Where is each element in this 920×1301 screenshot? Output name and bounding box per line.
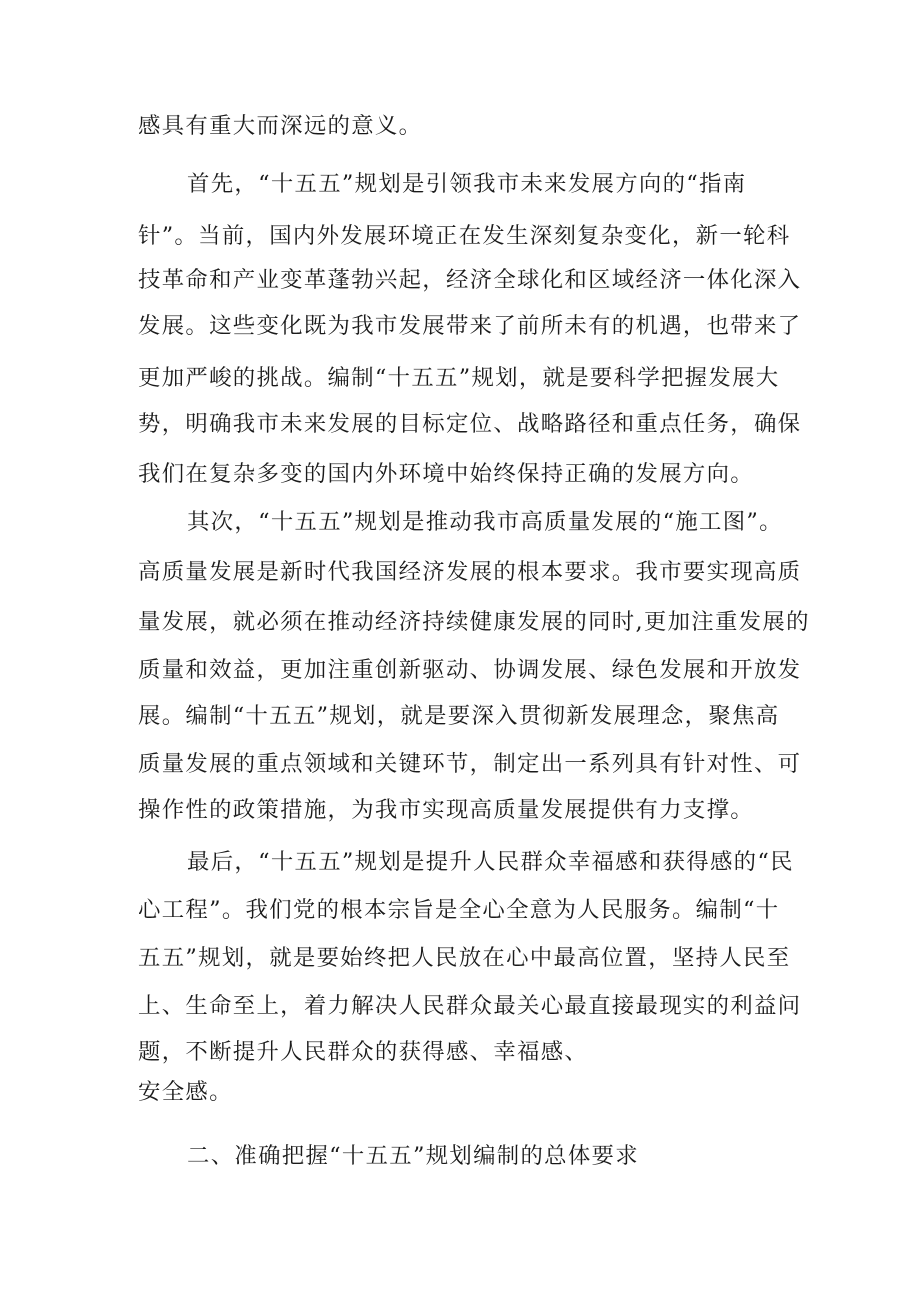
section-heading: 二、准确把握“十五五”规划编制的总体要求	[187, 1143, 639, 1169]
text-line: 质量发展的重点领域和关键环节，制定出一系列具有针对性、可	[138, 751, 802, 777]
text-line: 针”。当前，国内外发展环境正在发生深刻复杂变化，新一轮科	[138, 223, 791, 249]
paragraph-first-line: 最后，“十五五”规划是提升人民群众幸福感和获得感的“民	[187, 849, 794, 875]
text-line: 感具有重大而深远的意义。	[138, 113, 423, 139]
text-line: 高质量发展是新时代我国经济发展的根本要求。我市要实现高质	[138, 559, 802, 585]
text-line: 量发展，就必须在推动经济持续健康发展的同时,更加注重发展的	[138, 609, 810, 635]
text-line: 势，明确我市未来发展的目标定位、战略路径和重点任务，确保	[138, 411, 802, 437]
text-line: 心工程”。我们党的根本宗旨是全心全意为人民服务。编制“十	[138, 897, 780, 923]
text-line: 安全感。	[138, 1079, 233, 1105]
text-line: 技革命和产业变革蓬勃兴起，经济全球化和区域经济一体化深入	[138, 267, 802, 293]
text-line: 发展。这些变化既为我市发展带来了前所未有的机遇，也带来了	[138, 313, 802, 339]
text-line: 五五”规划，就是要始终把人民放在心中最高位置，坚持人民至	[138, 945, 791, 971]
text-line: 更加严峻的挑战。编制“十五五”规划，就是要科学把握发展大	[138, 365, 780, 391]
text-line: 质量和效益，更加注重创新驱动、协调发展、绿色发展和开放发	[138, 657, 802, 683]
text-line: 我们在复杂多变的国内外环境中始终保持正确的发展方向。	[138, 461, 754, 487]
paragraph-first-line: 其次，“十五五”规划是推动我市高质量发展的“施工图”。	[187, 509, 783, 535]
text-line: 展。编制“十五五”规划，就是要深入贯彻新发展理念，聚焦高	[138, 703, 780, 729]
text-line: 题，不断提升人民群众的获得感、幸福感、	[138, 1039, 589, 1065]
text-line: 操作性的政策措施，为我市实现高质量发展提供有力支撑。	[138, 797, 754, 823]
text-line: 上、生命至上，着力解决人民群众最关心最直接最现实的利益问	[138, 993, 802, 1019]
paragraph-first-line: 首先，“十五五”规划是引领我市未来发展方向的“指南	[187, 171, 747, 197]
